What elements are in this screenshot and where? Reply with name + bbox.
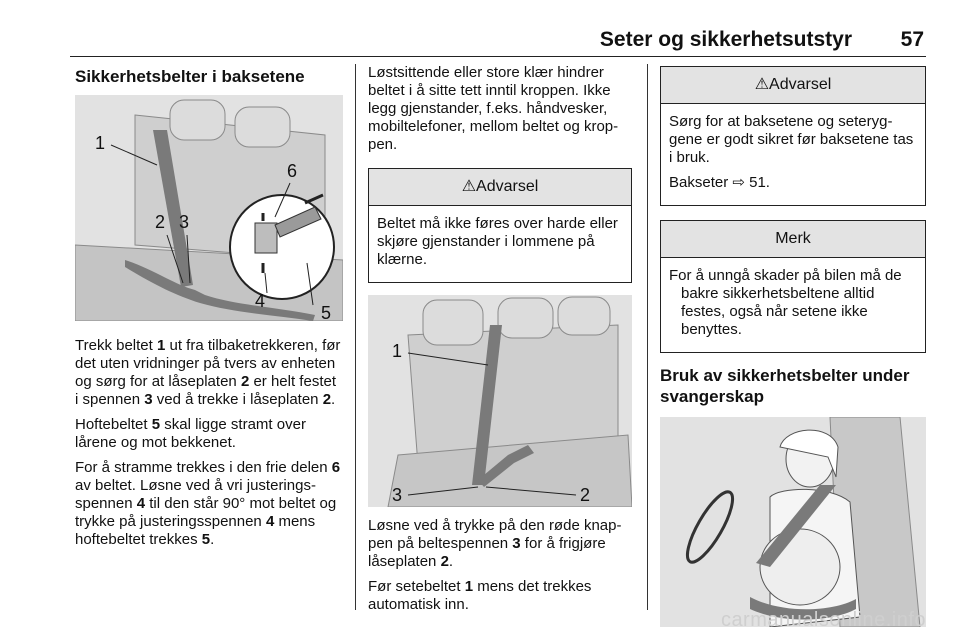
paragraph: Før setebeltet 1 mens det trekkes automatisk inn.	[368, 578, 592, 613]
section-heading: Bruk av sikkerhetsbelter under svangerskap	[660, 366, 910, 406]
paragraph: Løsne ved å trykke på den røde knap-pen på beltespennen 3 for å frigjøre låseplaten 2.	[368, 517, 622, 570]
figure-label-4: 4	[255, 291, 266, 311]
note-box	[660, 220, 926, 353]
cross-reference: Bakseter ⇨ 51.	[669, 174, 770, 191]
rear-bench-illustration	[368, 295, 632, 507]
warning-box	[368, 168, 632, 283]
paragraph: Hoftebeltet 5 skal ligge stramt over lårene og mot bekkenet.	[75, 416, 306, 451]
rear-seatbelt-figure	[75, 95, 343, 321]
column-2	[368, 64, 632, 621]
warning-box	[660, 66, 926, 206]
column-1	[75, 64, 343, 556]
column-divider	[355, 64, 356, 610]
figure-label-2: 2	[155, 212, 166, 232]
paragraph: Trekk beltet 1 ut fra tilbaketrekkeren, før det uten vridninger på tvers av enheten og sørg for at låseplaten 2 er helt festet i spennen 3 ved å trekke i låseplaten 2.	[75, 337, 341, 408]
figure-label-3: 3	[392, 485, 403, 505]
rear-seatbelt-illustration	[75, 95, 343, 321]
note-header: Merk	[661, 221, 925, 258]
page-number: 57	[900, 28, 924, 51]
figure-label-1: 1	[392, 341, 403, 361]
warning-triangle-icon: ⚠	[461, 178, 477, 195]
figure-label-6: 6	[287, 161, 298, 181]
figure-label-2: 2	[580, 485, 591, 505]
warning-header: ⚠Advarsel	[661, 67, 925, 104]
figure-label-5: 5	[321, 303, 332, 321]
note-text: For å unngå skader på bilen må de bakre sikkerhetsbeltene alltid festes, også når setene ikke benyttes.	[669, 267, 902, 338]
page-header	[70, 22, 926, 57]
rear-bench-figure	[368, 295, 632, 507]
figure-label-3: 3	[179, 212, 190, 232]
watermark: carmanualsonline.info	[720, 609, 926, 631]
figure-label-1: 1	[95, 133, 106, 153]
paragraph: For å stramme trekkes i den frie delen 6 av beltet. Løsne ved å vri justerings-spennen 4 til den står 90° mot beltet og trykke på justeringsspennen 4 mens hoftebeltet trekkes 5.	[75, 459, 341, 548]
warning-header: ⚠Advarsel	[369, 169, 631, 206]
warning-triangle-icon: ⚠	[754, 76, 770, 93]
pregnant-seatbelt-illustration	[660, 417, 926, 627]
warning-text: Sørg for at baksetene og seteryg-gene er godt sikret før baksetene tas i bruk.	[669, 113, 914, 166]
section-heading: Sikkerhetsbelter i baksetene	[75, 67, 305, 86]
paragraph: Løstsittende eller store klær hindrer beltet i å sitte tett inntil kroppen. Ikke legg gjenstander, f.eks. håndvesker, mobiltelefoner, mellom beltet og krop-pen.	[368, 64, 619, 153]
pregnant-seatbelt-figure	[660, 417, 926, 627]
column-3	[660, 64, 926, 627]
section-title: Seter og sikkerhetsutstyr	[599, 28, 852, 51]
warning-text: Beltet må ikke føres over harde eller skjøre gjenstander i lommene på klærne.	[377, 215, 618, 268]
column-divider	[647, 64, 648, 610]
